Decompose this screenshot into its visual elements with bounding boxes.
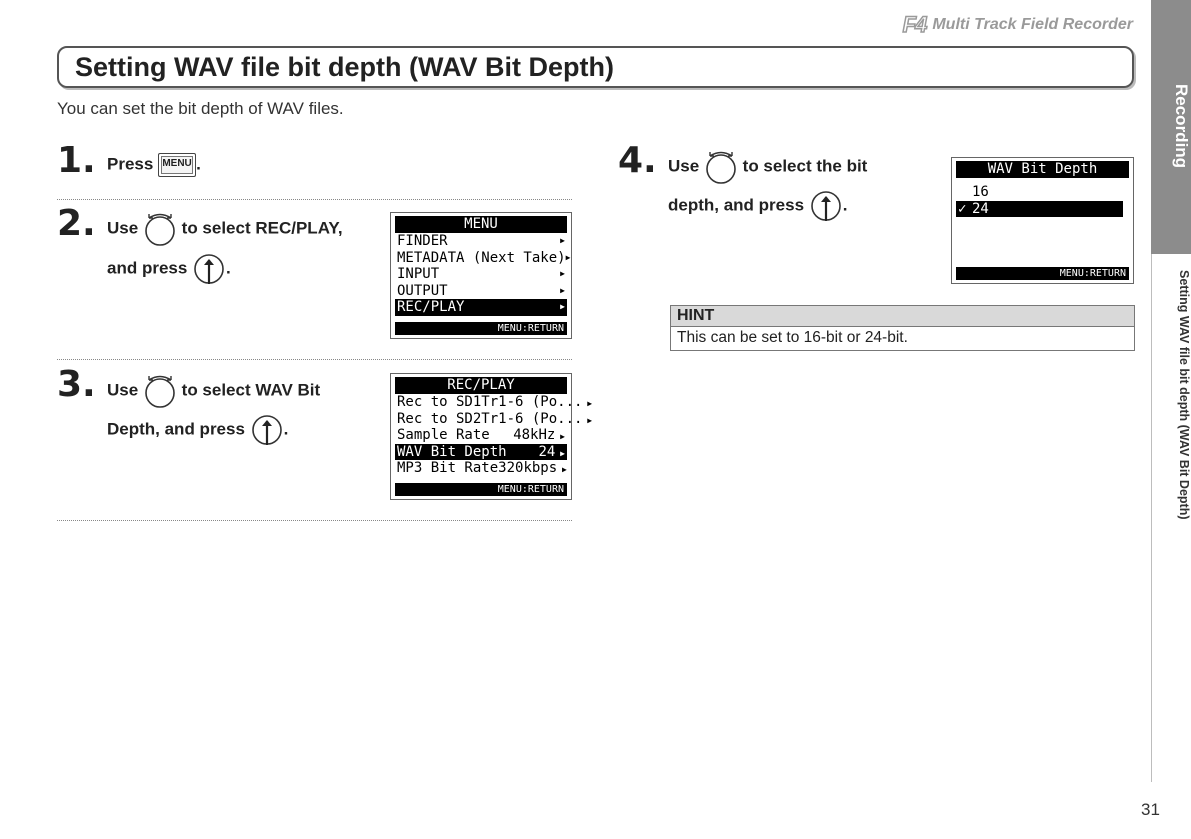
step-4-text-d: .	[842, 195, 848, 215]
lcd-recplay-item-value: 48kHz	[513, 427, 556, 443]
side-tab	[1151, 0, 1191, 254]
step-3-text-c: Depth, and press	[107, 419, 245, 439]
lcd-recplay-item-value-wrap	[481, 394, 592, 411]
lcd-menu-item-label: INPUT	[397, 266, 440, 282]
lcd-recplay-item	[395, 410, 593, 428]
lcd-bitdepth-screen	[951, 157, 1134, 284]
lcd-recplay-list	[395, 394, 593, 477]
lcd-menu-item	[395, 299, 567, 316]
chevron-right-icon: ▶	[557, 465, 567, 474]
lcd-menu-item-label: METADATA (Next Take)	[397, 249, 566, 266]
lcd-menu-screen	[390, 212, 572, 339]
step-3-text-b: to select WAV Bit	[181, 380, 321, 400]
step-4-text-c: depth, and press	[668, 195, 805, 215]
lcd-recplay-item-label: Sample Rate	[397, 427, 490, 443]
lcd-menu-item	[395, 233, 567, 250]
push-dial-icon	[809, 189, 843, 223]
lcd-recplay-title: REC/PLAY	[395, 377, 567, 394]
lcd-recplay-screen	[390, 373, 593, 500]
step-2-number: 2.	[57, 203, 96, 244]
chevron-right-icon: ▶	[582, 415, 593, 425]
brand-header	[903, 14, 1133, 36]
step-1-text-a: Press	[107, 154, 154, 174]
lcd-recplay-item-label: Rec to SD2	[397, 410, 482, 427]
lcd-recplay-item	[395, 460, 567, 477]
lcd-bitdepth-option-label: 16	[972, 184, 989, 200]
step-3-text-d: .	[283, 419, 289, 439]
check-icon: ✓	[958, 200, 967, 217]
lcd-recplay-item-value-wrap	[498, 460, 567, 477]
lcd-menu-title: MENU	[395, 216, 567, 233]
step-2-text-c: and press	[107, 258, 188, 278]
step-4-line-1	[668, 150, 867, 184]
chevron-right-icon: ▶	[560, 285, 565, 295]
chevron-right-icon: ▶	[560, 302, 565, 311]
lcd-recplay-item-label: MP3 Bit Rate	[397, 460, 499, 476]
step-1-number: 1.	[57, 140, 96, 181]
menu-key-icon: MENU	[158, 153, 196, 177]
chevron-right-icon: ▶	[555, 448, 565, 458]
lcd-recplay-item	[395, 444, 567, 461]
step-separator	[57, 359, 572, 360]
dial-icon	[143, 374, 177, 408]
lcd-bitdepth-option-label: 24	[972, 200, 989, 217]
step-2-line-1	[107, 212, 343, 246]
chevron-right-icon: ▶	[560, 269, 565, 278]
step-4-line-2	[668, 189, 848, 223]
push-dial-icon	[250, 413, 284, 447]
step-2-text-a: Use	[107, 218, 139, 238]
lcd-bitdepth-list	[956, 184, 1129, 217]
title-box	[57, 46, 1134, 88]
lcd-recplay-item	[395, 427, 567, 444]
lcd-menu-item	[395, 266, 567, 283]
lcd-recplay-item-label: WAV Bit Depth	[397, 443, 507, 460]
step-1-text-b: .	[196, 154, 201, 174]
step-4-number: 4.	[618, 140, 657, 181]
lcd-bitdepth-option	[956, 201, 1123, 218]
step-3-line-2	[107, 413, 288, 447]
step-separator	[57, 520, 572, 521]
lcd-menu-list	[395, 233, 571, 316]
chevron-right-icon: ▶	[582, 399, 593, 408]
step-4-text-b: to select the bit	[742, 156, 868, 176]
lcd-menu-item-label: OUTPUT	[397, 282, 448, 299]
lcd-menu-item-label: FINDER	[397, 233, 448, 249]
dial-icon	[143, 212, 177, 246]
brand-subtitle: Multi Track Field Recorder	[932, 16, 1133, 33]
lcd-recplay-item-label: Rec to SD1	[397, 394, 482, 410]
chevron-right-icon: ▶	[555, 432, 565, 441]
lcd-recplay-item-value: 24	[538, 443, 556, 460]
step-2-text-d: .	[226, 258, 231, 278]
hint-body: This can be set to 16-bit or 24-bit.	[677, 329, 908, 346]
step-2-text-b: to select REC/PLAY,	[181, 218, 343, 238]
lcd-bitdepth-option	[956, 184, 1123, 201]
step-3-number: 3.	[57, 364, 96, 405]
step-4-text-a: Use	[668, 156, 700, 176]
dial-icon	[704, 150, 738, 184]
step-separator	[57, 199, 572, 200]
lcd-recplay-item-value-wrap	[513, 427, 565, 444]
lcd-menu-item-label: REC/PLAY	[397, 299, 465, 315]
step-1-text	[107, 153, 201, 177]
page-title: Setting WAV file bit depth (WAV Bit Depth)	[75, 51, 614, 82]
side-tab-label: Recording	[1172, 84, 1191, 169]
chevron-right-icon: ▶	[565, 252, 571, 262]
lcd-bitdepth-title: WAV Bit Depth	[956, 161, 1129, 178]
intro-text: You can set the bit depth of WAV files.	[57, 99, 344, 118]
step-3-line-1	[107, 374, 320, 408]
lcd-recplay-item-value: Tr1-6 (Po...	[481, 410, 583, 427]
brand-logo: F4	[902, 12, 927, 37]
lcd-recplay-item-value: Tr1-6 (Po...	[481, 394, 583, 410]
lcd-recplay-item-value-wrap	[539, 444, 566, 461]
hint-box	[670, 305, 1135, 351]
lcd-menu-item	[395, 249, 571, 267]
lcd-menu-footer: MENU:RETURN	[395, 322, 567, 335]
step-3-text-a: Use	[107, 380, 139, 400]
lcd-bitdepth-footer: MENU:RETURN	[956, 267, 1129, 280]
page-number: 31	[1141, 800, 1160, 819]
lcd-recplay-item-value-wrap	[481, 411, 592, 428]
chevron-right-icon: ▶	[560, 236, 565, 245]
lcd-menu-item	[395, 283, 567, 300]
check-icon	[958, 184, 972, 201]
hint-heading: HINT	[671, 306, 1134, 327]
lcd-recplay-item	[395, 394, 593, 411]
lcd-recplay-item-value: 320kbps	[498, 460, 558, 476]
step-2-line-2	[107, 252, 231, 286]
push-dial-icon	[192, 252, 226, 286]
lcd-recplay-footer: MENU:RETURN	[395, 483, 567, 496]
side-section-label: Setting WAV file bit depth (WAV Bit Depth)	[1177, 270, 1191, 520]
